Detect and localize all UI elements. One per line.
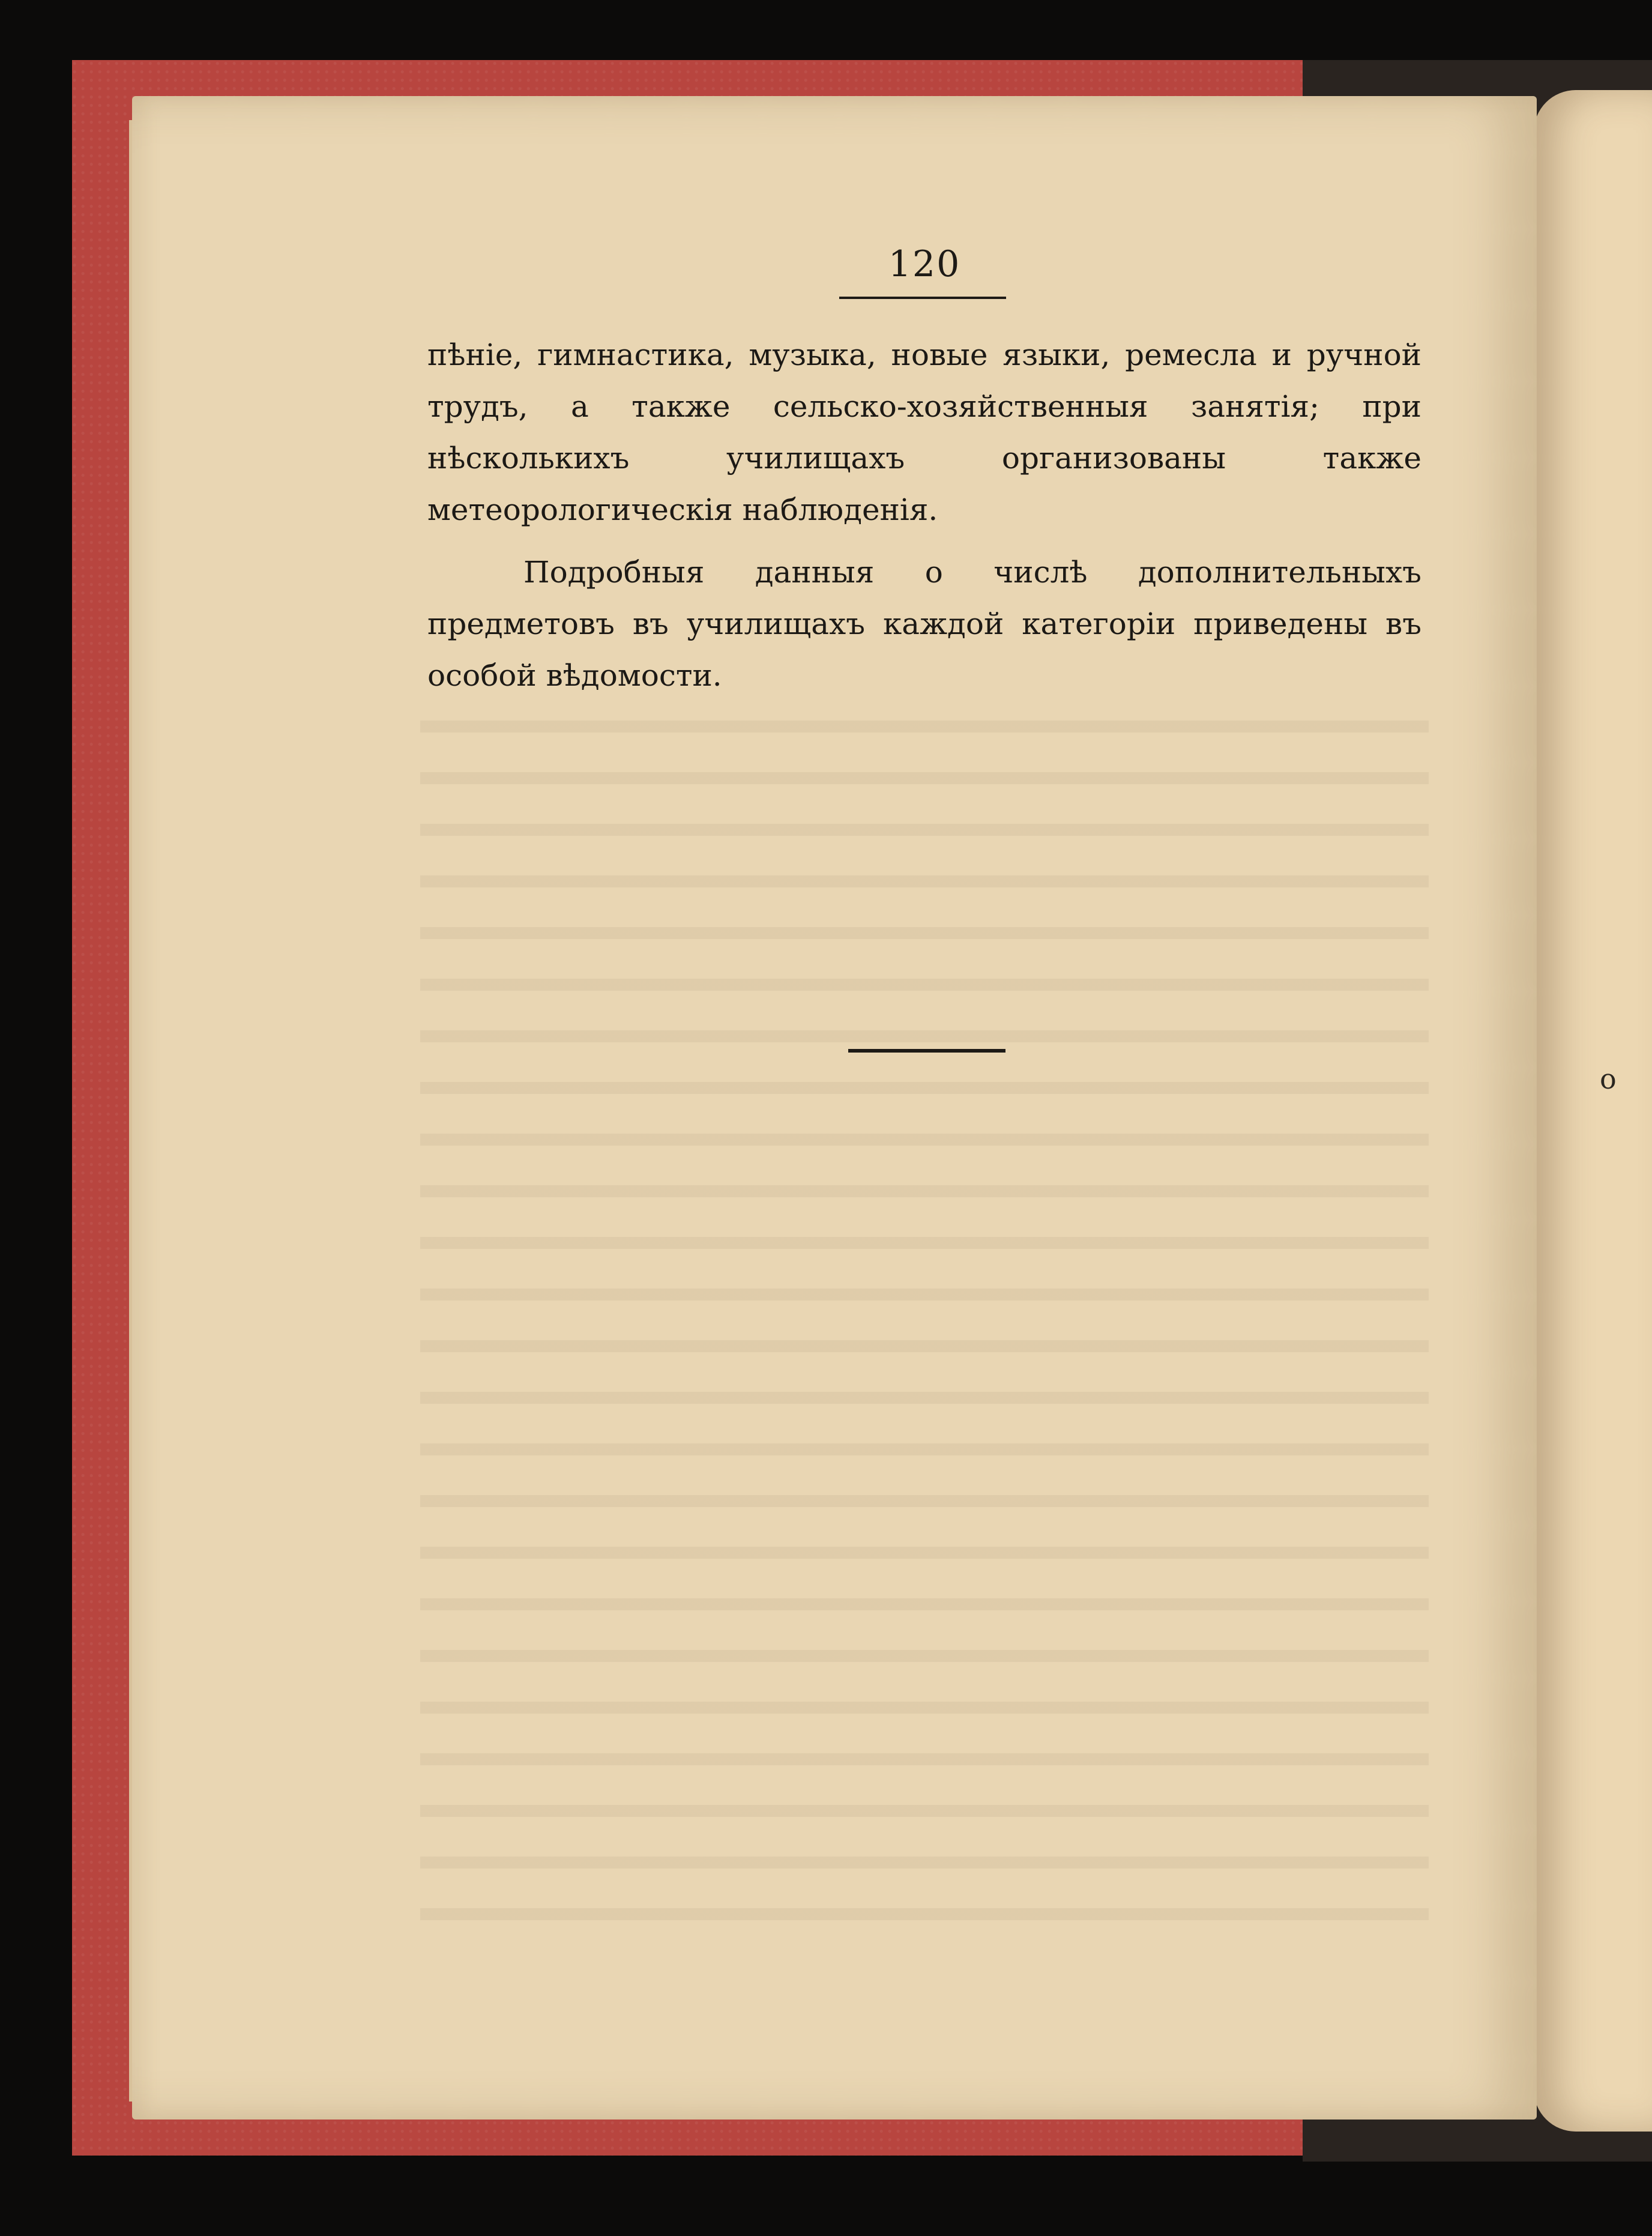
facing-page: [1534, 90, 1652, 2132]
paragraph-2: Подробныя данныя о числѣ дополнительныхъ предметовъ въ училищахъ каждой категоріи приведены въ особой вѣдомости.: [427, 555, 1421, 693]
page-number: 120: [888, 243, 961, 285]
facing-page-fragment: о: [1600, 1063, 1617, 1095]
paragraph-1: пѣніе, гимнастика, музыка, новые языки, ремесла и ручной трудъ, а также сельско-хозяйственныя занятія; при нѣсколькихъ училищахъ организованы также метеорологическія наблюденія.: [427, 337, 1421, 527]
section-end-rule: [848, 1049, 1005, 1053]
body-text: [427, 329, 1421, 701]
page-number-rule: [839, 297, 1006, 299]
